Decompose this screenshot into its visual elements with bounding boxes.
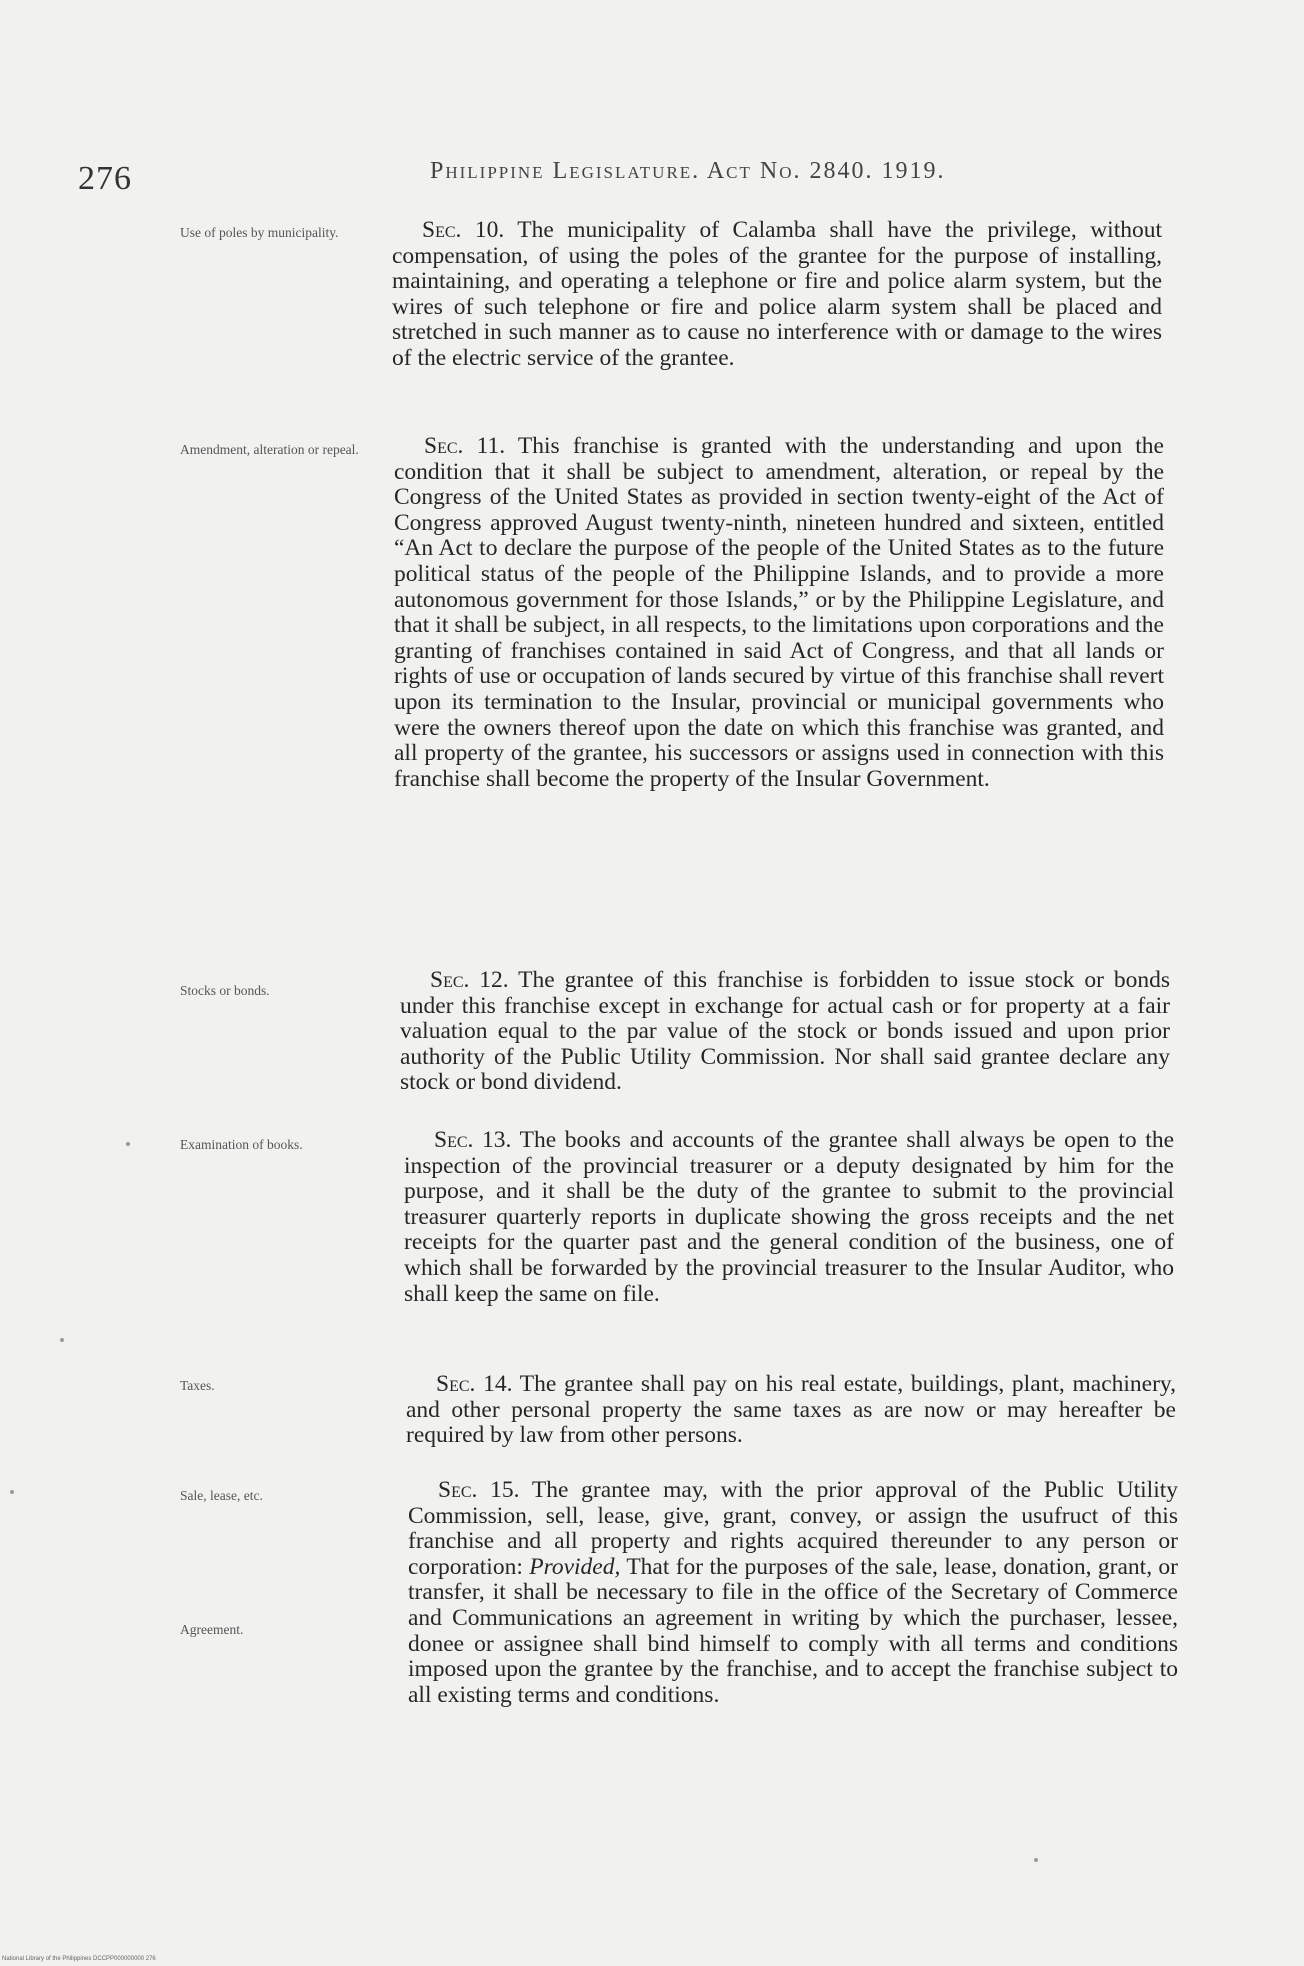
margin-note-taxes: Taxes. — [180, 1378, 215, 1393]
section-14-label: Sec. 14. — [436, 1371, 513, 1397]
section-15-text-after: That for the purposes of the sale, lease, donation, grant, or transfer, it shall be necessary to file in the office of the Secretary of Commerce and Communications an agreement in writing by which the purchaser, lessee, donee or assignee shall bind himself to comply with all terms and conditions imposed upon the grantee by the franchise, and to accept the franchise subject to all existing terms and conditions. — [408, 1553, 1179, 1708]
section-10-label: Sec. 10. — [422, 217, 505, 243]
section-11-text: This franchise is granted with the understanding and upon the condition that it shall be subject to amendment, alteration, or repeal by the Congress of the United States as provided in section twenty-eight of the Act of Congress approved August twenty-ninth, nineteen hundred and sixteen, entitled “An Act to declare the purpose of the people of the United States as to the future political status of the people of the Philippine Islands, and to provide a more autonomous government for those Islands,” or by the Philippine Legislature, and that it shall be subject, in all respects, to the limitations upon corporations and the granting of franchises contained in said Act of Congress, and that all lands or rights of use or occupation of lands secured by virtue of this franchise shall revert upon its termination to the Insular, provincial or municipal governments who were the owners thereof upon the date on which this franchise was granted, and all property of the grantee, his successors or assigns used in connection with this franchise shall become the property of the Insular Government. — [394, 433, 1164, 792]
scan-speck — [10, 1490, 14, 1494]
margin-note-amendment: Amendment, alteration or repeal. — [180, 442, 359, 457]
section-11 — [394, 434, 1164, 792]
section-15-provided: Provided, — [529, 1553, 621, 1580]
scan-speck — [60, 1338, 64, 1342]
section-12-label: Sec. 12. — [430, 967, 509, 993]
section-13-text: The books and accounts of the grantee shall always be open to the inspection of the provincial treasurer or a deputy designated by him for the purpose, and it shall be the duty of the grantee to submit to the provincial treasurer quarterly reports in duplicate showing the gross receipts and the net receipts for the quarter past and the general condition of the business, one of which shall be forwarded by the provincial treasurer to the Insular Auditor, who shall keep the same on file. — [404, 1127, 1175, 1307]
section-10 — [392, 218, 1162, 372]
page-number: 276 — [78, 160, 132, 197]
running-head: Philippine Legislature. Act No. 2840. 1919. — [430, 158, 946, 184]
section-13-label: Sec. 13. — [434, 1127, 512, 1153]
margin-note-sale: Sale, lease, etc. — [180, 1488, 263, 1503]
margin-note-use-of-poles: Use of poles by municipality. — [180, 225, 339, 240]
section-14 — [406, 1372, 1176, 1449]
section-11-label: Sec. 11. — [424, 433, 506, 459]
scan-speck — [126, 1142, 130, 1146]
margin-note-examination: Examination of books. — [180, 1137, 303, 1152]
scan-speck — [1034, 1858, 1038, 1862]
section-10-text: The municipality of Calamba shall have the privilege, without compensation, of using the poles of the grantee for the purpose of installing, maintaining, and operating a telephone or fire and police alarm system, but the wires of such telephone or fire and police alarm system shall be placed and stretched in such manner as to cause no interference with or damage to the wires of the electric service of the grantee. — [392, 217, 1163, 371]
section-12 — [400, 968, 1170, 1096]
section-15 — [408, 1478, 1178, 1708]
scan-footer: National Library of the Philippines DCCPP000000000 276 — [2, 1956, 156, 1962]
section-14-text: The grantee shall pay on his real estate, buildings, plant, machinery, and other personal property the same taxes as are now or may hereafter be required by law from other persons. — [406, 1371, 1177, 1449]
margin-note-agreement: Agreement. — [180, 1622, 244, 1637]
section-15-label: Sec. 15. — [438, 1477, 520, 1503]
section-12-text: The grantee of this franchise is forbidden to issue stock or bonds under this franchise except in exchange for actual cash or for property at a fair valuation equal to the par value of the stock or bonds issued and upon prior authority of the Public Utility Commission. Nor shall said grantee declare any stock or bond dividend. — [400, 967, 1171, 1096]
margin-note-stocks: Stocks or bonds. — [180, 983, 270, 998]
section-15-text-before: The grantee may, with the prior approval of the Public Utility Commission, sell, lease, give, grant, convey, or assign the usufruct of this franchise and all property and rights acquired thereunder to any person or corporation: — [408, 1477, 1179, 1580]
section-13 — [404, 1128, 1174, 1307]
